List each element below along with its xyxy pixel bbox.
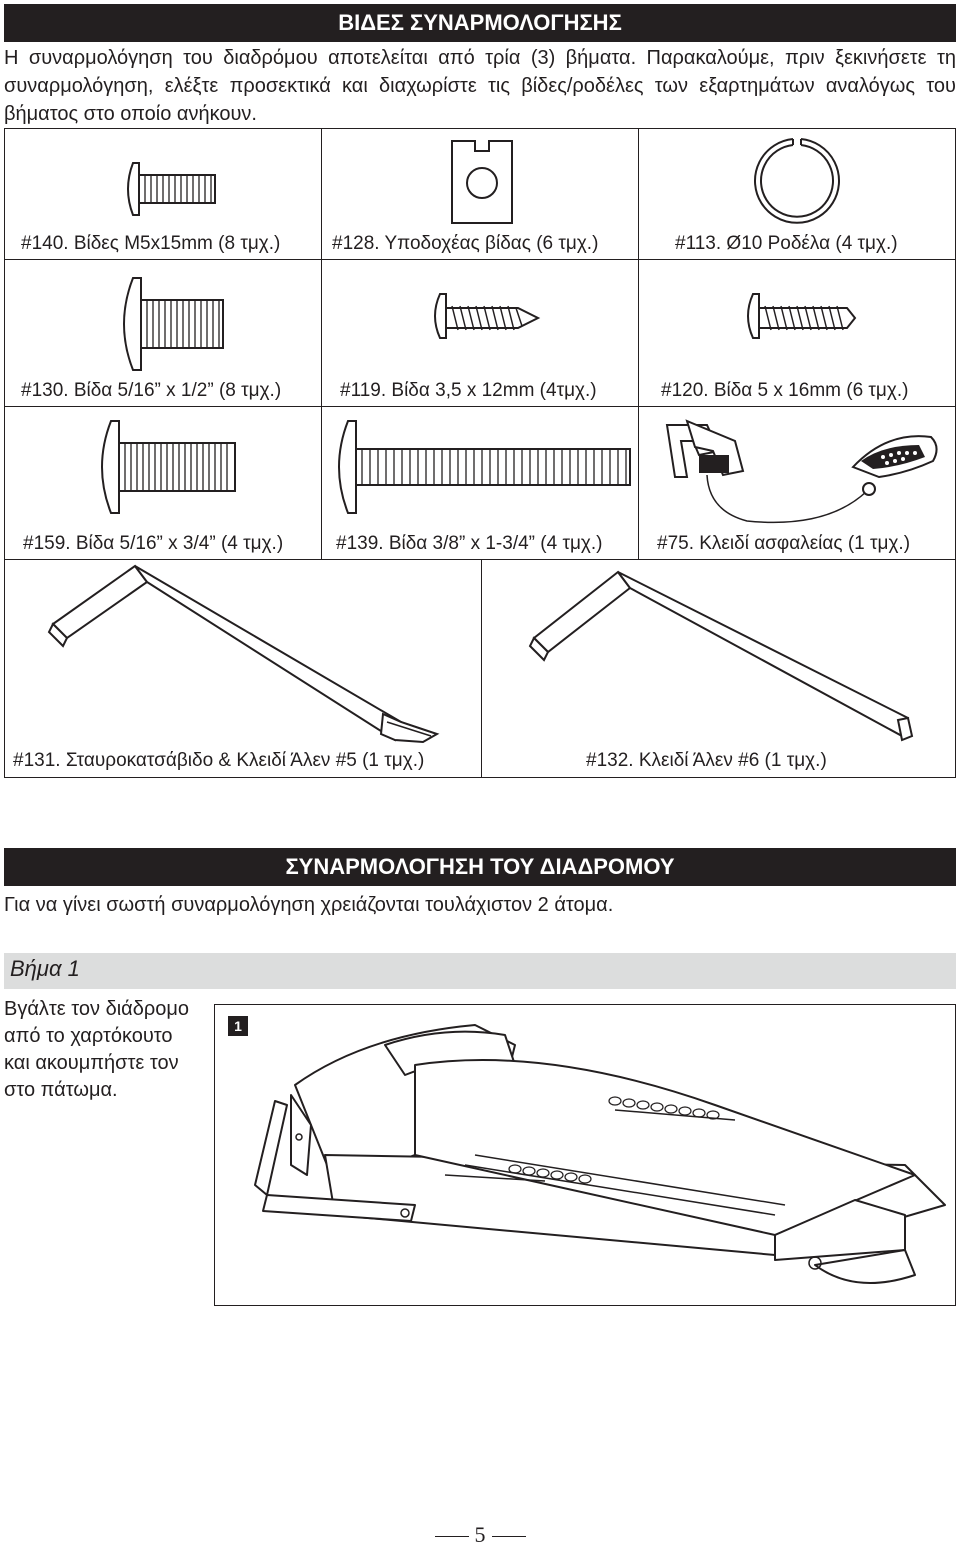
treadmill-illustration [215,1005,953,1303]
parts-grid [4,128,956,778]
rule-left [435,1536,469,1537]
bolt-icon [89,417,249,517]
step-instructions [4,996,202,1104]
long-bolt-icon [326,417,636,517]
part-label: #128. Υποδοχέας βίδας (6 τμχ.) [332,233,599,254]
part-label: #120. Βίδα 5 x 16mm (6 τμχ.) [661,380,909,401]
part-cell [638,259,956,407]
screw-icon [739,286,869,346]
part-label: #75. Κλειδί ασφαλείας (1 τμχ.) [657,533,911,554]
self-tapping-screw-icon [426,286,546,346]
part-label: #130. Βίδα 5/16” x 1/2” (8 τμχ.) [21,380,282,401]
bolt-short-icon [111,274,241,374]
allen-key-icon [522,562,952,752]
step-text-line: από το χαρτόκουτο [4,1025,173,1047]
washer-icon [747,131,847,231]
clip-nut-icon [447,135,517,225]
part-label: #139. Βίδα 3/8” x 1-3/4” (4 τμχ.) [336,533,603,554]
part-cell [481,559,956,778]
part-cell [4,259,322,407]
assembly-title: ΣΥΝΑΡΜΟΛΟΓΗΣΗ ΤΟΥ ΔΙΑΔΡΟΜΟΥ [4,848,956,886]
step-text-line: Βγάλτε τον διάδρομο [4,998,189,1020]
part-cell [321,259,639,407]
part-label: #119. Βίδα 3,5 x 12mm (4τμχ.) [340,380,597,401]
part-cell [4,128,322,260]
part-cell [638,128,956,260]
part-cell [638,406,956,560]
rule-right [492,1536,526,1537]
part-label: #131. Σταυροκατσάβιδο & Κλειδί Άλεν #5 (1 τμχ.) [13,750,425,771]
part-cell [4,559,482,778]
screwdriver-allen-key-icon [35,562,475,752]
intro-paragraph: Η συναρμολόγηση του διαδρόμου αποτελείται από τρία (3) βήματα. Παρακαλούμε, πριν ξεκινήσετε τη συναρμολόγηση, ελέξτε προσεκτικά και διαχωρίστε τις βίδες/ροδέλες των εξαρτημάτων αναλόγως του βήματος στο οποίο ανήκουν. [4,47,956,125]
step-header [4,953,956,989]
safety-key-icon [647,411,947,533]
bolt-m5-icon [115,159,235,219]
figure-number-badge: 1 [228,1016,248,1036]
part-cell [4,406,322,560]
part-label: #132. Κλειδί Άλεν #6 (1 τμχ.) [586,750,827,771]
part-label: #159. Βίδα 5/16” x 3/4” (4 τμχ.) [23,533,284,554]
step-text-line: στο πάτωμα. [4,1079,118,1101]
part-label: #140. Βίδες M5x15mm (8 τμχ.) [21,233,281,254]
part-cell [321,128,639,260]
section-title: ΒΙΔΕΣ ΣΥΝΑΡΜΟΛΟΓΗΣΗΣ [4,4,956,42]
step-heading: Βήμα 1 [10,956,80,981]
part-cell [321,406,639,560]
part-label: #113. Ø10 Ροδέλα (4 τμχ.) [675,233,898,254]
page-number-value: 5 [474,1522,486,1547]
step-figure [214,1004,956,1306]
page-number [0,1522,960,1548]
step-text-line: και ακουμπήστε τον [4,1052,179,1074]
assembly-subtitle: Για να γίνει σωστή συναρμολόγηση χρειάζονται τουλάχιστον 2 άτομα. [4,894,614,916]
